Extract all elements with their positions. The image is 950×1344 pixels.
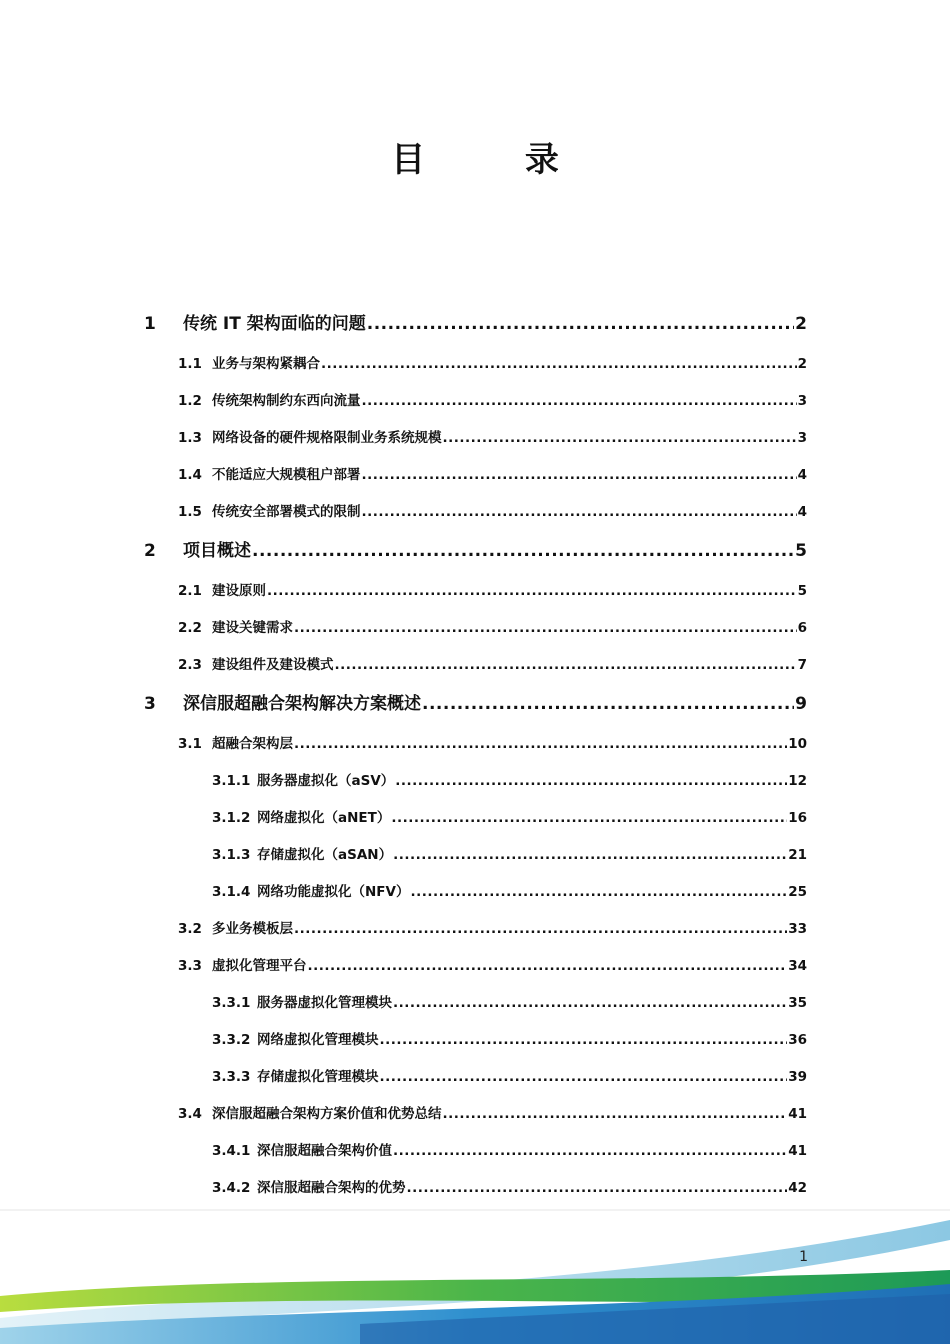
toc-entry-number: 1.2 <box>178 393 202 409</box>
toc-entry[interactable] <box>144 689 807 714</box>
toc-entry-page: 42 <box>788 1180 807 1196</box>
toc-entry-page: 2 <box>797 356 807 372</box>
toc-entry-title: 存储虚拟化（aSAN） <box>257 847 393 863</box>
toc-entry-number: 3.1.1 <box>212 773 251 789</box>
toc-entry-number: 2.1 <box>178 583 202 599</box>
toc-dot-leader <box>407 1180 788 1196</box>
toc-entry-number: 3.4 <box>178 1106 202 1122</box>
toc-entry-page: 33 <box>788 921 807 937</box>
toc-dot-leader <box>422 694 794 714</box>
toc-entry-page: 4 <box>797 504 807 520</box>
toc-entry-page: 2 <box>795 314 807 334</box>
toc-entry-number: 3.4.1 <box>212 1143 251 1159</box>
toc-entry-number: 1.3 <box>178 430 202 446</box>
toc-entry-title: 项目概述 <box>183 541 251 561</box>
toc-entry-number: 2.2 <box>178 620 202 636</box>
toc-entry-title: 传统架构制约东西向流量 <box>212 393 361 409</box>
toc-dot-leader <box>252 541 794 561</box>
toc-dot-leader <box>443 430 797 446</box>
toc-entry[interactable] <box>178 1102 807 1122</box>
toc-entry-title: 服务器虚拟化管理模块 <box>257 995 392 1011</box>
toc-entry-number: 1.1 <box>178 356 202 372</box>
toc-entry-number: 3.3 <box>178 958 202 974</box>
toc-entry-number: 3.1 <box>178 736 202 752</box>
toc-entry[interactable] <box>212 769 807 789</box>
toc-entry-page: 35 <box>788 995 807 1011</box>
toc-entry-title: 深信服超融合架构价值 <box>257 1143 392 1159</box>
toc-entry-page: 21 <box>788 847 807 863</box>
toc-entry-number: 3.1.4 <box>212 884 251 900</box>
toc-entry-number: 3.3.2 <box>212 1032 251 1048</box>
toc-entry-title: 传统 IT 架构面临的问题 <box>183 314 366 334</box>
toc-dot-leader <box>294 921 787 937</box>
toc-entry-page: 9 <box>795 694 807 714</box>
toc-entry[interactable] <box>212 806 807 826</box>
toc-dot-leader <box>391 810 787 826</box>
toc-entry-page: 5 <box>795 541 807 561</box>
toc-entry-page: 39 <box>788 1069 807 1085</box>
toc-entry-page: 4 <box>797 467 807 483</box>
toc-dot-leader <box>443 1106 788 1122</box>
toc-dot-leader <box>294 620 797 636</box>
toc-entry-number: 1 <box>144 314 156 334</box>
toc-dot-leader <box>267 583 797 599</box>
toc-dot-leader <box>321 356 797 372</box>
toc-entry-title: 网络虚拟化管理模块 <box>257 1032 379 1048</box>
toc-entry-title: 网络设备的硬件规格限制业务系统规模 <box>212 430 442 446</box>
toc-entry-number: 1.4 <box>178 467 202 483</box>
toc-entry-number: 3.2 <box>178 921 202 937</box>
toc-dot-leader <box>294 736 787 752</box>
toc-entry[interactable] <box>212 1176 807 1196</box>
toc-entry-page: 5 <box>797 583 807 599</box>
toc-entry[interactable] <box>178 500 807 520</box>
toc-entry-title: 深信服超融合架构的优势 <box>257 1180 406 1196</box>
toc-entry-number: 3 <box>144 694 156 714</box>
toc-dot-leader <box>380 1069 788 1085</box>
toc-entry[interactable] <box>144 309 807 334</box>
toc-entry-page: 41 <box>788 1143 807 1159</box>
toc-entry-page: 10 <box>788 736 807 752</box>
toc-dot-leader <box>362 467 797 483</box>
toc-entry[interactable] <box>212 843 807 863</box>
toc-entry-number: 2.3 <box>178 657 202 673</box>
toc-dot-leader <box>380 1032 788 1048</box>
toc-entry-title: 不能适应大规模租户部署 <box>212 467 361 483</box>
toc-entry-page: 12 <box>788 773 807 789</box>
toc-entry-title: 虚拟化管理平台 <box>212 958 307 974</box>
toc-entry-number: 3.3.3 <box>212 1069 251 1085</box>
toc-entry-title: 建设原则 <box>212 583 266 599</box>
toc-entry[interactable] <box>212 1028 807 1048</box>
toc-entry[interactable] <box>178 616 807 636</box>
toc-entry-page: 25 <box>788 884 807 900</box>
toc-entry-number: 3.3.1 <box>212 995 251 1011</box>
toc-entry[interactable] <box>212 1065 807 1085</box>
toc-entry-title: 存储虚拟化管理模块 <box>257 1069 379 1085</box>
toc-entry-page: 3 <box>797 393 807 409</box>
toc-entry[interactable] <box>178 732 807 752</box>
page-number: 1 <box>799 1249 808 1265</box>
toc-entry-title: 业务与架构紧耦合 <box>212 356 320 372</box>
toc-entry-title: 多业务模板层 <box>212 921 293 937</box>
toc-entry[interactable] <box>178 917 807 937</box>
toc-entry[interactable] <box>212 880 807 900</box>
toc-entry[interactable] <box>178 954 807 974</box>
toc-entry-title: 网络虚拟化（aNET） <box>257 810 391 826</box>
toc-entry-title: 深信服超融合架构方案价值和优势总结 <box>212 1106 442 1122</box>
toc-entry-page: 6 <box>797 620 807 636</box>
toc-entry[interactable] <box>178 463 807 483</box>
toc-entry-page: 7 <box>797 657 807 673</box>
toc-entry[interactable] <box>212 1139 807 1159</box>
toc-dot-leader <box>362 504 797 520</box>
toc-dot-leader <box>367 314 794 334</box>
toc-entry[interactable] <box>144 536 807 561</box>
toc-entry[interactable] <box>178 426 807 446</box>
toc-dot-leader <box>362 393 797 409</box>
toc-title: 目 录 <box>391 140 603 180</box>
toc-entry-title: 深信服超融合架构解决方案概述 <box>183 694 421 714</box>
toc-entry[interactable] <box>178 389 807 409</box>
toc-dot-leader <box>393 995 787 1011</box>
footer-swoosh-decoration <box>0 1200 950 1344</box>
toc-entry[interactable] <box>178 352 807 372</box>
toc-entry[interactable] <box>178 579 807 599</box>
toc-entry-page: 36 <box>788 1032 807 1048</box>
toc-dot-leader <box>410 884 787 900</box>
toc-dot-leader <box>395 773 787 789</box>
toc-entry-number: 3.4.2 <box>212 1180 251 1196</box>
toc-entry-number: 2 <box>144 541 156 561</box>
toc-entry-number: 3.1.3 <box>212 847 251 863</box>
toc-entry-number: 1.5 <box>178 504 202 520</box>
toc-entry-title: 服务器虚拟化（aSV） <box>257 773 395 789</box>
toc-dot-leader <box>308 958 788 974</box>
toc-entry-title: 网络功能虚拟化（NFV） <box>257 884 410 900</box>
toc-entry-title: 传统安全部署模式的限制 <box>212 504 361 520</box>
toc-entry[interactable] <box>178 653 807 673</box>
toc-entry[interactable] <box>212 991 807 1011</box>
toc-entry-title: 建设关键需求 <box>212 620 293 636</box>
toc-entry-title: 超融合架构层 <box>212 736 293 752</box>
toc-dot-leader <box>393 847 787 863</box>
toc-entry-page: 3 <box>797 430 807 446</box>
toc-entry-page: 16 <box>788 810 807 826</box>
toc-dot-leader <box>393 1143 787 1159</box>
toc-entry-page: 41 <box>788 1106 807 1122</box>
toc-entry-number: 3.1.2 <box>212 810 251 826</box>
toc-entry-page: 34 <box>788 958 807 974</box>
toc-entry-title: 建设组件及建设模式 <box>212 657 334 673</box>
toc-dot-leader <box>335 657 797 673</box>
